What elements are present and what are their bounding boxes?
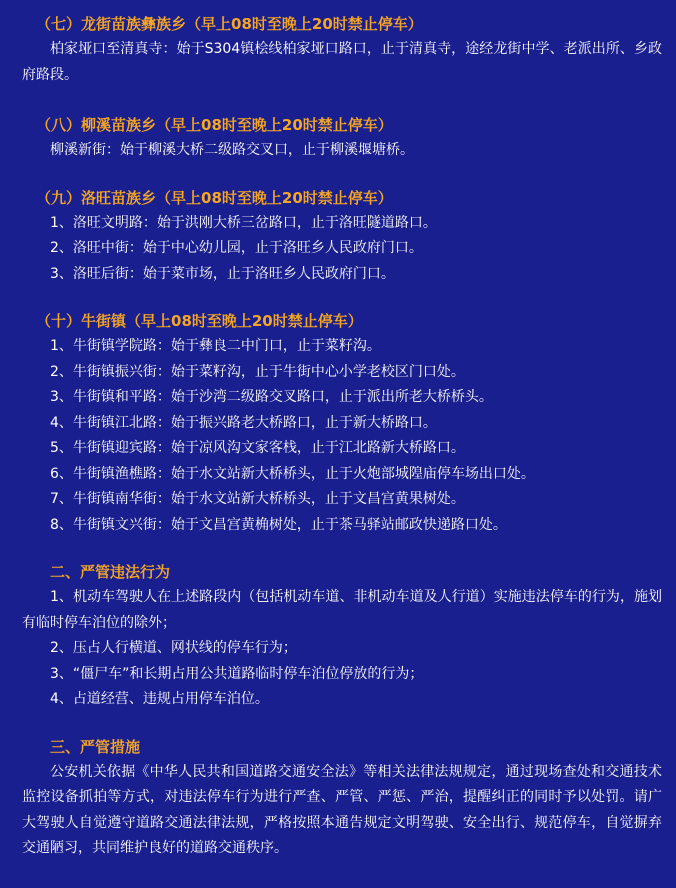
list-item: 4、牛街镇江北路：始于振兴路老大桥路口，止于新大桥路口。	[50, 414, 437, 431]
section-luowang	[22, 186, 662, 288]
section-longjie	[22, 12, 662, 88]
list-item: 5、牛街镇迎宾路：始于凉风沟文家客栈，止于江北路新大桥路口。	[50, 440, 465, 456]
list-item: 3、洛旺后街：始于菜市场，止于洛旺乡人民政府门口。	[50, 265, 395, 282]
section-heading: （七）龙街苗族彝族乡（早上08时至晚上20时禁止停车）	[36, 15, 423, 33]
list-item: 2、压占人行横道、网状线的停车行为；	[50, 640, 297, 656]
list-item: 7、牛街镇南华街：始于水文站新大桥桥头，止于文昌宫黄果树处。	[50, 491, 465, 507]
list-item: 2、洛旺中街：始于中心幼儿园，止于洛旺乡人民政府门口。	[50, 240, 423, 256]
part-heading: 二、严管违法行为	[50, 563, 171, 581]
section-measures	[22, 735, 662, 862]
section-liuxi	[22, 113, 662, 164]
section-niujie	[22, 309, 662, 538]
list-item: 1、洛旺文明路：始于洪刚大桥三岔路口，止于洛旺隧道路口。	[50, 214, 437, 231]
section-heading: （十）牛街镇（早上08时至晚上20时禁止停车）	[36, 312, 363, 330]
section-heading: （八）柳溪苗族乡（早上08时至晚上20时禁止停车）	[36, 116, 393, 134]
section-text: 柏家垭口至清真寺：始于S304镇桧线柏家垭口路口，止于清真寺，途经龙街中学、老派出所、乡政府路段。	[22, 41, 662, 83]
section-text: 柳溪新街：始于柳溪大桥二级路交叉口，止于柳溪堰塘桥。	[50, 142, 414, 158]
list-item: 6、牛街镇渔樵路：始于水文站新大桥桥头，止于火炮部城隍庙停车场出口处。	[50, 465, 535, 482]
list-item: 3、牛街镇和平路：始于沙湾二级路交叉路口，止于派出所老大桥桥头。	[50, 389, 493, 405]
list-item: 1、牛街镇学院路：始于彝良二中门口，止于菜籽沟。	[50, 338, 381, 354]
list-item: 1、机动车驾驶人在上述路段内（包括机动车道、非机动车道及人行道）实施违法停车的行为，施划有临时停车泊位的除外；	[22, 589, 662, 631]
section-violations	[22, 560, 662, 713]
list-item: 8、牛街镇文兴街：始于文昌宫黄桷树处，止于茶马驿站邮政快递路口处。	[50, 516, 507, 533]
list-item: 4、占道经营、违规占用停车泊位。	[50, 691, 269, 707]
section-heading: （九）洛旺苗族乡（早上08时至晚上20时禁止停车）	[36, 188, 393, 207]
section-text: 公安机关依据《中华人民共和国道路交通安全法》等相关法律法规规定，通过现场查处和交通技术监控设备抓拍等方式，对违法停车行为进行严查、严管、严惩、严治，提醒纠正的同时予以处罚。请广大驾驶人自觉遵守道路交通法律法规，严格按照本通告规定文明驾驶、安全出行、规范停车，自觉摒弃交通陋习，共同维护良好的道路交通秩序。	[22, 763, 662, 856]
list-item: 3、“僵尸车”和长期占用公共道路临时停车泊位停放的行为；	[50, 665, 424, 682]
part-heading: 三、严管措施	[50, 737, 141, 756]
list-item: 2、牛街镇振兴街：始于菜籽沟，止于牛街中心小学老校区门口处。	[50, 363, 465, 380]
